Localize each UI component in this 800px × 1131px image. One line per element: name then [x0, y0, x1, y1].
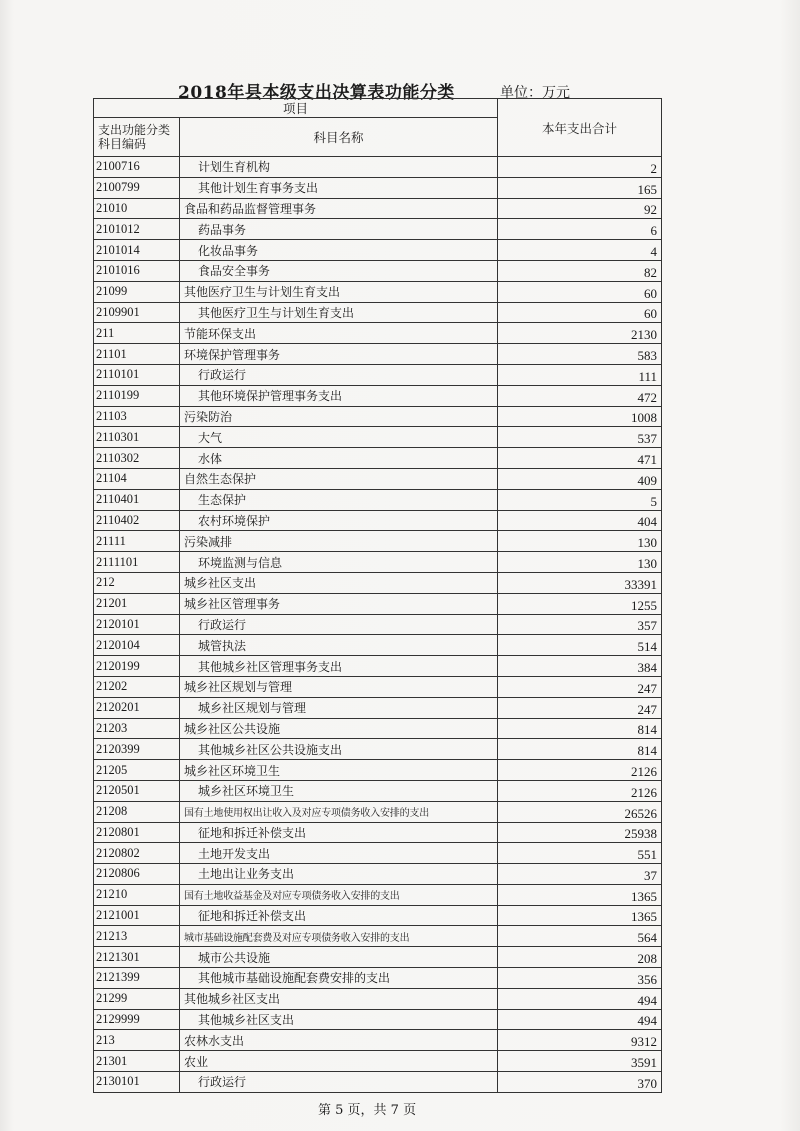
- table-row: [94, 760, 662, 781]
- row-code: 2120801: [94, 822, 180, 843]
- table-row: [94, 531, 662, 552]
- row-name: 食品安全事务: [180, 260, 498, 281]
- row-code: 2110402: [94, 510, 180, 531]
- row-code: 21111: [94, 531, 180, 552]
- row-name: 其他环境保护管理事务支出: [180, 385, 498, 406]
- row-name: 环境保护管理事务: [180, 344, 498, 365]
- row-code: 2120399: [94, 739, 180, 760]
- row-value: 357: [498, 614, 662, 635]
- row-code: 21010: [94, 198, 180, 219]
- row-value: 33391: [498, 572, 662, 593]
- row-name: 城乡社区环境卫生: [180, 780, 498, 801]
- header-row-top: [94, 99, 662, 118]
- table-row: [94, 739, 662, 760]
- table-row: [94, 905, 662, 926]
- table-row: [94, 552, 662, 573]
- table-row: [94, 968, 662, 989]
- row-code: 2109901: [94, 302, 180, 323]
- row-name: 国有土地使用权出让收入及对应专项债务收入安排的支出: [180, 801, 498, 822]
- row-value: 1255: [498, 593, 662, 614]
- row-value: 551: [498, 843, 662, 864]
- table-row: [94, 801, 662, 822]
- row-code: 21208: [94, 801, 180, 822]
- table-row: [94, 1030, 662, 1051]
- row-value: 537: [498, 427, 662, 448]
- row-name: 污染防治: [180, 406, 498, 427]
- row-name: 行政运行: [180, 1072, 498, 1093]
- row-name: 食品和药品监督管理事务: [180, 198, 498, 219]
- table-row: [94, 822, 662, 843]
- row-value: 583: [498, 344, 662, 365]
- row-value: 514: [498, 635, 662, 656]
- row-value: 3591: [498, 1051, 662, 1072]
- row-name: 其他计划生育事务支出: [180, 177, 498, 198]
- row-name: 农业: [180, 1051, 498, 1072]
- row-name: 化妆品事务: [180, 240, 498, 261]
- row-code: 2120101: [94, 614, 180, 635]
- row-name: 城乡社区规划与管理: [180, 697, 498, 718]
- row-name: 城市公共设施: [180, 947, 498, 968]
- row-value: 26526: [498, 801, 662, 822]
- row-code: 2129999: [94, 1009, 180, 1030]
- row-code: 21210: [94, 884, 180, 905]
- row-value: 1008: [498, 406, 662, 427]
- row-name: 土地开发支出: [180, 843, 498, 864]
- row-code: 2110401: [94, 489, 180, 510]
- row-name: 其他医疗卫生与计划生育支出: [180, 302, 498, 323]
- row-code: 21202: [94, 676, 180, 697]
- row-name: 城管执法: [180, 635, 498, 656]
- table-row: [94, 219, 662, 240]
- row-name: 征地和拆迁补偿支出: [180, 822, 498, 843]
- table-row: [94, 884, 662, 905]
- row-name: 农村环境保护: [180, 510, 498, 531]
- row-name: 药品事务: [180, 219, 498, 240]
- row-value: 60: [498, 302, 662, 323]
- row-value: 494: [498, 988, 662, 1009]
- table-row: [94, 780, 662, 801]
- row-name: 其他城市基础设施配套费安排的支出: [180, 968, 498, 989]
- table-row: [94, 656, 662, 677]
- row-value: 2126: [498, 760, 662, 781]
- row-value: 471: [498, 448, 662, 469]
- row-name: 城乡社区支出: [180, 572, 498, 593]
- table-row: [94, 926, 662, 947]
- row-value: 25938: [498, 822, 662, 843]
- table-row: [94, 448, 662, 469]
- table-row: [94, 593, 662, 614]
- row-name: 行政运行: [180, 364, 498, 385]
- row-code: 2100799: [94, 177, 180, 198]
- row-code: 2120802: [94, 843, 180, 864]
- row-value: 494: [498, 1009, 662, 1030]
- row-code: 2100716: [94, 157, 180, 178]
- row-code: 21104: [94, 468, 180, 489]
- table-row: [94, 843, 662, 864]
- table-row: [94, 198, 662, 219]
- table-row: [94, 635, 662, 656]
- table-row: [94, 406, 662, 427]
- row-name: 其他城乡社区支出: [180, 988, 498, 1009]
- table-row: [94, 988, 662, 1009]
- row-code: 21103: [94, 406, 180, 427]
- row-value: 409: [498, 468, 662, 489]
- row-code: 212: [94, 572, 180, 593]
- row-value: 384: [498, 656, 662, 677]
- row-value: 60: [498, 281, 662, 302]
- table-row: [94, 385, 662, 406]
- table-row: [94, 718, 662, 739]
- row-name: 农林水支出: [180, 1030, 498, 1051]
- row-name: 水体: [180, 448, 498, 469]
- table-row: [94, 864, 662, 885]
- table-row: [94, 427, 662, 448]
- expenditure-table: [93, 98, 662, 1093]
- row-value: 247: [498, 697, 662, 718]
- row-code: 2110101: [94, 364, 180, 385]
- table-row: [94, 302, 662, 323]
- table-row: [94, 1072, 662, 1093]
- row-value: 208: [498, 947, 662, 968]
- row-code: 2121001: [94, 905, 180, 926]
- row-code: 2120104: [94, 635, 180, 656]
- table-row: [94, 364, 662, 385]
- table-row: [94, 260, 662, 281]
- row-name: 城乡社区管理事务: [180, 593, 498, 614]
- row-code: 2120501: [94, 780, 180, 801]
- row-value: 130: [498, 552, 662, 573]
- row-code: 2110301: [94, 427, 180, 448]
- row-value: 472: [498, 385, 662, 406]
- header-total: 本年支出合计: [498, 99, 662, 157]
- table-row: [94, 947, 662, 968]
- document-title: 2018年县本级支出决算表功能分类: [178, 83, 455, 103]
- unit-label: 单位：万元: [500, 85, 570, 101]
- table-row: [94, 614, 662, 635]
- row-name: 城乡社区公共设施: [180, 718, 498, 739]
- table-row: [94, 572, 662, 593]
- row-code: 21099: [94, 281, 180, 302]
- row-value: 1365: [498, 905, 662, 926]
- row-code: 2121301: [94, 947, 180, 968]
- row-code: 213: [94, 1030, 180, 1051]
- row-value: 814: [498, 739, 662, 760]
- row-code: 21101: [94, 344, 180, 365]
- row-value: 814: [498, 718, 662, 739]
- table-row: [94, 281, 662, 302]
- row-name: 其他城乡社区支出: [180, 1009, 498, 1030]
- row-name: 节能环保支出: [180, 323, 498, 344]
- row-code: 21201: [94, 593, 180, 614]
- row-code: 2101014: [94, 240, 180, 261]
- row-value: 6: [498, 219, 662, 240]
- row-name: 环境监测与信息: [180, 552, 498, 573]
- table-row: [94, 697, 662, 718]
- row-name: 征地和拆迁补偿支出: [180, 905, 498, 926]
- row-name: 计划生育机构: [180, 157, 498, 178]
- table-row: [94, 1009, 662, 1030]
- table-row: [94, 1051, 662, 1072]
- table-row: [94, 344, 662, 365]
- row-code: 2111101: [94, 552, 180, 573]
- row-name: 其他医疗卫生与计划生育支出: [180, 281, 498, 302]
- row-value: 37: [498, 864, 662, 885]
- row-name: 城乡社区规划与管理: [180, 676, 498, 697]
- row-code: 2120201: [94, 697, 180, 718]
- table-row: [94, 510, 662, 531]
- row-code: 2121399: [94, 968, 180, 989]
- table-row: [94, 323, 662, 344]
- row-code: 21213: [94, 926, 180, 947]
- row-value: 404: [498, 510, 662, 531]
- row-name: 生态保护: [180, 489, 498, 510]
- table-row: [94, 489, 662, 510]
- row-name: 行政运行: [180, 614, 498, 635]
- row-value: 2126: [498, 780, 662, 801]
- table-row: [94, 157, 662, 178]
- row-value: 111: [498, 364, 662, 385]
- row-name: 其他城乡社区管理事务支出: [180, 656, 498, 677]
- row-name: 国有土地收益基金及对应专项债务收入安排的支出: [180, 884, 498, 905]
- row-value: 370: [498, 1072, 662, 1093]
- row-code: 211: [94, 323, 180, 344]
- row-value: 356: [498, 968, 662, 989]
- table-row: [94, 676, 662, 697]
- row-code: 21299: [94, 988, 180, 1009]
- row-value: 564: [498, 926, 662, 947]
- table-row: [94, 468, 662, 489]
- row-name: 其他城乡社区公共设施支出: [180, 739, 498, 760]
- row-name: 自然生态保护: [180, 468, 498, 489]
- row-name: 城乡社区环境卫生: [180, 760, 498, 781]
- row-code: 21205: [94, 760, 180, 781]
- row-value: 92: [498, 198, 662, 219]
- row-code: 2120199: [94, 656, 180, 677]
- header-item: 项目: [94, 99, 498, 118]
- row-code: 21203: [94, 718, 180, 739]
- row-name: 大气: [180, 427, 498, 448]
- row-value: 247: [498, 676, 662, 697]
- row-value: 165: [498, 177, 662, 198]
- row-value: 2: [498, 157, 662, 178]
- row-code: 2101012: [94, 219, 180, 240]
- table-row: [94, 240, 662, 261]
- header-name: 科目名称: [180, 118, 498, 157]
- row-value: 4: [498, 240, 662, 261]
- header-code: 支出功能分类科目编码: [94, 118, 180, 157]
- row-value: 5: [498, 489, 662, 510]
- page-footer: 第 5 页，共 7 页: [318, 1103, 417, 1118]
- row-code: 21301: [94, 1051, 180, 1072]
- row-code: 2110199: [94, 385, 180, 406]
- table-row: [94, 177, 662, 198]
- row-value: 130: [498, 531, 662, 552]
- row-name: 污染减排: [180, 531, 498, 552]
- row-code: 2101016: [94, 260, 180, 281]
- row-code: 2110302: [94, 448, 180, 469]
- row-code: 2120806: [94, 864, 180, 885]
- row-value: 1365: [498, 884, 662, 905]
- row-value: 82: [498, 260, 662, 281]
- row-value: 2130: [498, 323, 662, 344]
- row-name: 土地出让业务支出: [180, 864, 498, 885]
- row-value: 9312: [498, 1030, 662, 1051]
- row-name: 城市基础设施配套费及对应专项债务收入安排的支出: [180, 926, 498, 947]
- row-code: 2130101: [94, 1072, 180, 1093]
